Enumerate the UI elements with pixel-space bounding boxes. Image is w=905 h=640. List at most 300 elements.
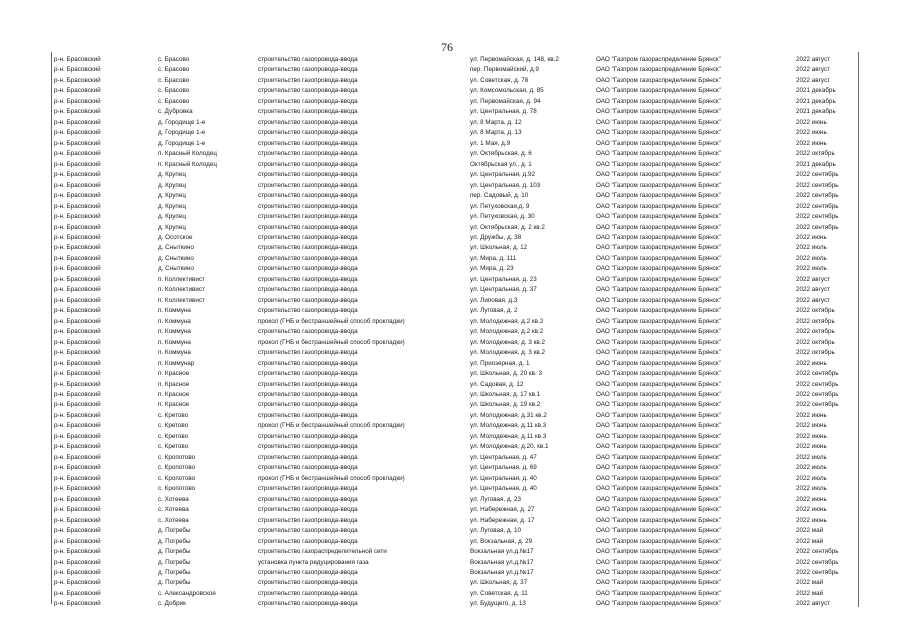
table-row [0,578,905,588]
organization-cell: ОАО "Газпром газораспределение Брянск" [596,380,721,388]
locality-cell: п. Красное [158,401,190,409]
date-cell: 2022 сентябрь [796,213,839,221]
date-cell: 2022 июнь [796,233,827,241]
organization-cell: ОАО "Газпром газораспределение Брянск" [596,568,721,576]
table-row [0,170,905,180]
district-cell: р-н. Брасовский [54,338,101,346]
date-cell: 2022 октябрь [796,150,835,158]
locality-cell: с. Брасово [158,97,190,105]
table-row [0,55,905,65]
organization-cell: ОАО "Газпром газораспределение Брянск" [596,213,721,221]
address-cell: ул. Центральная, д. 40 [470,474,537,482]
work-type-cell: строительство газопровода-ввода [258,244,358,252]
address-cell: Вокзальная ул.д.№17 [470,558,534,566]
district-cell: р-н. Брасовский [54,527,101,535]
district-cell: р-н. Брасовский [54,129,101,137]
work-type-cell: строительство газопровода-ввода [258,495,358,503]
address-cell: ул. Центральная, д. 40 [470,485,537,493]
locality-cell: д. Крупец [158,213,186,221]
date-cell: 2022 сентябрь [796,548,839,556]
date-cell: 2022 август [796,296,831,304]
district-cell: р-н. Брасовский [54,589,101,597]
table-row [0,233,905,243]
table-row [0,505,905,515]
district-cell: р-н. Брасовский [54,453,101,461]
work-type-cell: строительство газопровода-ввода [258,296,358,304]
address-cell: ул. Центральная, д. 23 [470,275,537,283]
table-row [0,369,905,379]
work-type-cell: строительство газопровода-ввода [258,589,358,597]
locality-cell: д. Крупец [158,181,186,189]
work-type-cell: строительство газопровода-ввода [258,233,358,241]
work-type-cell: строительство газопровода-ввода [258,265,358,273]
work-type-cell: строительство газопровода-ввода [258,97,358,105]
organization-cell: ОАО "Газпром газораспределение Брянск" [596,244,721,252]
organization-cell: ОАО "Газпром газораспределение Брянск" [596,464,721,472]
table-row [0,547,905,557]
address-cell: Октябрьская ул., д. 1 [470,160,532,168]
work-type-cell: строительство газопровода-ввода [258,328,358,336]
date-cell: 2022 июнь [796,516,827,524]
district-cell: р-н. Брасовский [54,56,101,63]
date-cell: 2022 июнь [796,495,827,503]
district-cell: р-н. Брасовский [54,286,101,294]
date-cell: 2022 июнь [796,139,827,147]
district-cell: р-н. Брасовский [54,265,101,273]
district-cell: р-н. Брасовский [54,370,101,378]
locality-cell: п. Коммуна [158,307,191,315]
organization-cell: ОАО "Газпром газораспределение Брянск" [596,495,721,503]
locality-cell: с. Брасово [158,56,190,63]
date-cell: 2022 сентябрь [796,370,839,378]
work-type-cell: строительство газопровода-ввода [258,349,358,357]
date-cell: 2022 сентябрь [796,568,839,576]
organization-cell: ОАО "Газпром газораспределение Брянск" [596,432,721,440]
table-row [0,149,905,159]
locality-cell: п. Красный Колодец [158,150,217,158]
organization-cell: ОАО "Газпром газораспределение Брянск" [596,453,721,461]
locality-cell: д. Погребы [158,558,191,566]
district-cell: р-н. Брасовский [54,485,101,493]
district-cell: р-н. Брасовский [54,443,101,451]
table-row [0,348,905,358]
work-type-cell: строительство газопровода-ввода [258,213,358,221]
table-row [0,421,905,431]
organization-cell: ОАО "Газпром газораспределение Брянск" [596,181,721,189]
locality-cell: с. Хотеева [158,495,189,503]
locality-cell: п. Красное [158,380,190,388]
address-cell: ул. 8 Марта, д. 13 [470,129,522,137]
date-cell: 2022 август [796,56,831,63]
organization-cell: ОАО "Газпром газораспределение Брянск" [596,474,721,482]
table-row [0,400,905,410]
date-cell: 2022 октябрь [796,328,835,336]
locality-cell: д. Крупец [158,202,186,210]
locality-cell: с. Кретово [158,443,189,451]
organization-cell: ОАО "Газпром газораспределение Брянск" [596,370,721,378]
organization-cell: ОАО "Газпром газораспределение Брянск" [596,223,721,231]
organization-cell: ОАО "Газпром газораспределение Брянск" [596,589,721,597]
date-cell: 2021 декабрь [796,87,836,95]
locality-cell: с. Брасово [158,87,190,95]
locality-cell: п. Красное [158,370,190,378]
date-cell: 2022 июль [796,254,827,262]
locality-cell: д. Сныткино [158,265,194,273]
district-cell: р-н. Брасовский [54,192,101,200]
district-cell: р-н. Брасовский [54,202,101,210]
organization-cell: ОАО "Газпром газораспределение Брянск" [596,359,721,367]
date-cell: 2022 сентябрь [796,223,839,231]
table-row [0,118,905,128]
locality-cell: п. Коллективист [158,275,205,283]
address-cell: ул. Советская, д. 11 [470,589,528,597]
locality-cell: п. Красное [158,391,190,398]
organization-cell: ОАО "Газпром газораспределение Брянск" [596,307,721,315]
locality-cell: п. Коллективист [158,286,205,294]
date-cell: 2022 май [796,589,824,597]
date-cell: 2022 сентябрь [796,401,839,409]
locality-cell: с. Кретово [158,432,189,440]
date-cell: 2022 июль [796,464,827,472]
date-cell: 2022 август [796,600,831,608]
address-cell: ул. Молодежная, д.2 кв.2 [470,328,544,336]
address-cell: ул. Школьная, д. 20 кв. 3 [470,370,543,378]
address-cell: ул. Центральная, д. 47 [470,453,537,461]
address-cell: ул. Будущего, д. 13 [470,600,526,608]
address-cell: ул. Школьная, д. 37 [470,579,528,587]
district-cell: р-н. Брасовский [54,380,101,388]
date-cell: 2022 июль [796,474,827,482]
address-cell: ул. Советская, д. 78 [470,76,529,84]
address-cell: пер. Садовый, д. 10 [470,192,529,200]
date-cell: 2021 декабрь [796,97,836,105]
district-cell: р-н. Брасовский [54,328,101,336]
locality-cell: д. Крупец [158,223,186,231]
locality-cell: д. Погребы [158,568,191,576]
organization-cell: ОАО "Газпром газораспределение Брянск" [596,558,721,566]
locality-cell: д. Погребы [158,579,191,587]
table-row [0,65,905,75]
organization-cell: ОАО "Газпром газораспределение Брянск" [596,485,721,493]
district-cell: р-н. Брасовский [54,579,101,587]
table-row [0,139,905,149]
work-type-cell: строительство газопровода-ввода [258,181,358,189]
work-type-cell: установка пункта редуцирования газа [258,558,369,566]
district-cell: р-н. Брасовский [54,401,101,409]
district-cell: р-н. Брасовский [54,432,101,440]
table-row [0,160,905,170]
locality-cell: д. Погребы [158,548,191,556]
address-cell: ул. Молодежная, д.31 кв.2 [470,411,547,419]
date-cell: 2022 июль [796,453,827,461]
locality-cell: с. Кретово [158,422,189,430]
locality-cell: с. Кретово [158,411,189,419]
table-row [0,254,905,264]
district-cell: р-н. Брасовский [54,171,101,179]
district-cell: р-н. Брасовский [54,181,101,189]
locality-cell: д. Городище 1-е [158,129,206,137]
address-cell: ул. Молодежная, д. 3 кв.2 [470,338,545,346]
district-cell: р-н. Брасовский [54,317,101,325]
address-cell: ул. Приозерная, д. 1 [470,359,530,367]
work-type-cell: прокол (ГНБ и бестраншейный способ прокладки) [258,474,405,482]
organization-cell: ОАО "Газпром газораспределение Брянск" [596,192,721,200]
work-type-cell: строительство газопровода-ввода [258,87,358,95]
district-cell: р-н. Брасовский [54,349,101,357]
organization-cell: ОАО "Газпром газораспределение Брянск" [596,265,721,273]
date-cell: 2021 декабрь [796,108,836,116]
address-cell: ул. Петуховская, д. 30 [470,213,535,221]
work-type-cell: прокол (ГНБ и бестраншейный способ прокладки) [258,422,405,430]
organization-cell: ОАО "Газпром газораспределение Брянск" [596,537,721,545]
work-type-cell: строительство газопровода-ввода [258,579,358,587]
organization-cell: ОАО "Газпром газораспределение Брянск" [596,328,721,336]
table-row [0,97,905,107]
table-row [0,495,905,505]
organization-cell: ОАО "Газпром газораспределение Брянск" [596,66,721,74]
district-cell: р-н. Брасовский [54,359,101,367]
district-cell: р-н. Брасовский [54,558,101,566]
address-cell: ул. Луговая, д. 10 [470,527,522,535]
locality-cell: с. Кропотово [158,453,196,461]
address-cell: Вокзальная ул.д.№17 [470,568,534,576]
table-row [0,568,905,578]
work-type-cell: строительство газопровода-ввода [258,506,358,514]
date-cell: 2022 май [796,537,824,545]
date-cell: 2022 июнь [796,506,827,514]
locality-cell: д. Погребы [158,537,191,545]
organization-cell: ОАО "Газпром газораспределение Брянск" [596,87,721,95]
address-cell: ул. Набережная, д. 27 [470,506,535,514]
organization-cell: ОАО "Газпром газораспределение Брянск" [596,97,721,105]
organization-cell: ОАО "Газпром газораспределение Брянск" [596,254,721,262]
address-cell: ул. Школьная, д. 12 [470,244,528,252]
district-cell: р-н. Брасовский [54,244,101,252]
date-cell: 2022 июнь [796,118,827,126]
work-type-cell: строительство газопровода-ввода [258,171,358,179]
table-row [0,181,905,191]
work-type-cell: строительство газопровода-ввода [258,432,358,440]
address-cell: ул. Петуховская,д. 9 [470,202,530,210]
work-type-cell: строительство газопровода-ввода [258,139,358,147]
address-cell: ул. Садовая, д. 12 [470,380,524,388]
locality-cell: д. Сныткино [158,254,194,262]
date-cell: 2022 июнь [796,129,827,137]
work-type-cell: строительство газопровода-ввода [258,108,358,116]
table-row [0,191,905,201]
organization-cell: ОАО "Газпром газораспределение Брянск" [596,171,721,179]
address-cell: ул. Центральная, д. 103 [470,181,541,189]
work-type-cell: строительство газопровода-ввода [258,370,358,378]
organization-cell: ОАО "Газпром газораспределение Брянск" [596,76,721,84]
organization-cell: ОАО "Газпром газораспределение Брянск" [596,548,721,556]
work-type-cell: строительство газопровода-ввода [258,600,358,608]
date-cell: 2022 октябрь [796,338,835,346]
date-cell: 2022 август [796,76,831,84]
district-cell: р-н. Брасовский [54,495,101,503]
date-cell: 2022 сентябрь [796,202,839,210]
work-type-cell: строительство газопровода-ввода [258,568,358,576]
work-type-cell: строительство газопровода-ввода [258,537,358,545]
work-type-cell: строительство газопровода-ввода [258,118,358,126]
date-cell: 2022 сентябрь [796,391,839,398]
table-row [0,296,905,306]
work-type-cell: строительство газопровода-ввода [258,307,358,315]
address-cell: ул. Вокзальная, д. 29 [470,537,533,545]
table-row [0,589,905,599]
work-type-cell: строительство газопровода-ввода [258,202,358,210]
locality-cell: д. Городище 1-е [158,118,206,126]
address-cell: ул. Школьная, д. 17 кв.1 [470,391,541,398]
table-row [0,327,905,337]
table-row [0,359,905,369]
table-row [0,338,905,348]
organization-cell: ОАО "Газпром газораспределение Брянск" [596,506,721,514]
table-row [0,526,905,536]
district-cell: р-н. Брасовский [54,139,101,147]
organization-cell: ОАО "Газпром газораспределение Брянск" [596,108,721,116]
date-cell: 2022 сентябрь [796,181,839,189]
date-cell: 2022 июль [796,244,827,252]
locality-cell: п. Коммуна [158,338,191,346]
organization-cell: ОАО "Газпром газораспределение Брянск" [596,391,721,398]
work-type-cell: строительство газопровода-ввода [258,516,358,524]
date-cell: 2022 июль [796,485,827,493]
organization-cell: ОАО "Газпром газораспределение Брянск" [596,527,721,535]
locality-cell: с. Дубровка [158,108,193,116]
table-row [0,599,905,609]
work-type-cell: прокол (ГНБ и бестраншейный способ прокладки) [258,338,405,346]
table-row [0,223,905,233]
work-type-cell: прокол (ГНБ и бестраншейный способ прокладки) [258,317,405,325]
locality-cell: п. Коммунар [158,359,195,367]
work-type-cell: строительство газопровода-ввода [258,380,358,388]
page-number: 76 [441,40,453,54]
organization-cell: ОАО "Газпром газораспределение Брянск" [596,317,721,325]
district-cell: р-н. Брасовский [54,307,101,315]
district-cell: р-н. Брасовский [54,97,101,105]
district-cell: р-н. Брасовский [54,160,101,168]
organization-cell: ОАО "Газпром газораспределение Брянск" [596,516,721,524]
address-cell: ул. Дружбы, д. 38 [470,233,522,241]
organization-cell: ОАО "Газпром газораспределение Брянск" [596,296,721,304]
locality-cell: с. Брасово [158,66,190,74]
work-type-cell: строительство газопровода-ввода [258,254,358,262]
work-type-cell: строительство газопровода-ввода [258,286,358,294]
date-cell: 2022 октябрь [796,317,835,325]
district-cell: р-н. Брасовский [54,464,101,472]
district-cell: р-н. Брасовский [54,537,101,545]
locality-cell: с. Брасово [158,76,190,84]
work-type-cell: строительство газопровода-ввода [258,391,358,398]
district-cell: р-н. Брасовский [54,548,101,556]
table-row [0,306,905,316]
work-type-cell: строительство газопровода-ввода [258,223,358,231]
district-cell: р-н. Брасовский [54,233,101,241]
organization-cell: ОАО "Газпром газораспределение Брянск" [596,160,721,168]
schedule-table [0,55,905,610]
table-row [0,128,905,138]
table-row [0,558,905,568]
date-cell: 2022 июнь [796,443,827,451]
district-cell: р-н. Брасовский [54,422,101,430]
address-cell: ул. Центральная, д. 78 [470,108,537,116]
work-type-cell: строительство газопровода-ввода [258,401,358,409]
address-cell: ул. Молодежная, д.11 кв.3 [470,432,547,440]
date-cell: 2022 август [796,66,831,74]
organization-cell: ОАО "Газпром газораспределение Брянск" [596,600,721,608]
table-row [0,275,905,285]
work-type-cell: строительство газораспределительной сети [258,548,387,556]
address-cell: ул. Школьная, д. 19 кв.2 [470,401,541,409]
organization-cell: ОАО "Газпром газораспределение Брянск" [596,129,721,137]
district-cell: р-н. Брасовский [54,87,101,95]
date-cell: 2021 декабрь [796,160,836,168]
table-row [0,380,905,390]
locality-cell: с. Хотеева [158,506,189,514]
locality-cell: с. Кропотово [158,474,196,482]
work-type-cell: строительство газопровода-ввода [258,76,358,84]
date-cell: 2022 июнь [796,422,827,430]
district-cell: р-н. Брасовский [54,223,101,231]
organization-cell: ОАО "Газпром газораспределение Брянск" [596,150,721,158]
address-cell: ул. Центральная, д. 37 [470,286,537,294]
district-cell: р-н. Брасовский [54,66,101,74]
table-row [0,390,905,400]
work-type-cell: строительство газопровода-ввода [258,443,358,451]
date-cell: 2022 август [796,275,831,283]
locality-cell: п. Коммуна [158,328,191,336]
address-cell: ул. 8 Марта, д. 12 [470,118,522,126]
date-cell: 2022 май [796,579,824,587]
work-type-cell: строительство газопровода-ввода [258,160,358,168]
address-cell: ул. Набережная, д. 17 [470,516,535,524]
address-cell: ул. Молодежная, д. 3 кв.2 [470,349,545,357]
date-cell: 2022 сентябрь [796,380,839,388]
locality-cell: с. Добрик [158,600,186,608]
table-row [0,432,905,442]
locality-cell: д. Погребы [158,527,191,535]
locality-cell: д. Сныткино [158,244,194,252]
locality-cell: с. Хотеева [158,516,189,524]
work-type-cell: строительство газопровода-ввода [258,56,358,63]
district-cell: р-н. Брасовский [54,108,101,116]
organization-cell: ОАО "Газпром газораспределение Брянск" [596,349,721,357]
locality-cell: с. Кропотово [158,485,196,493]
table-row [0,474,905,484]
district-cell: р-н. Брасовский [54,76,101,84]
organization-cell: ОАО "Газпром газораспределение Брянск" [596,338,721,346]
district-cell: р-н. Брасовский [54,275,101,283]
organization-cell: ОАО "Газпром газораспределение Брянск" [596,139,721,147]
address-cell: Вокзальная ул.д.№17 [470,548,534,556]
date-cell: 2022 июнь [796,411,827,419]
table-row [0,76,905,86]
address-cell: ул. Луговая, д. 2 [470,307,518,315]
district-cell: р-н. Брасовский [54,296,101,304]
organization-cell: ОАО "Газпром газораспределение Брянск" [596,579,721,587]
table-row [0,243,905,253]
organization-cell: ОАО "Газпром газораспределение Брянск" [596,233,721,241]
district-cell: р-н. Брасовский [54,150,101,158]
table-row [0,212,905,222]
locality-cell: п. Коллективист [158,296,205,304]
table-row [0,453,905,463]
district-cell: р-н. Брасовский [54,600,101,608]
organization-cell: ОАО "Газпром газораспределение Брянск" [596,118,721,126]
address-cell: ул. Мира, д. 23 [470,265,514,273]
organization-cell: ОАО "Газпром газораспределение Брянск" [596,286,721,294]
